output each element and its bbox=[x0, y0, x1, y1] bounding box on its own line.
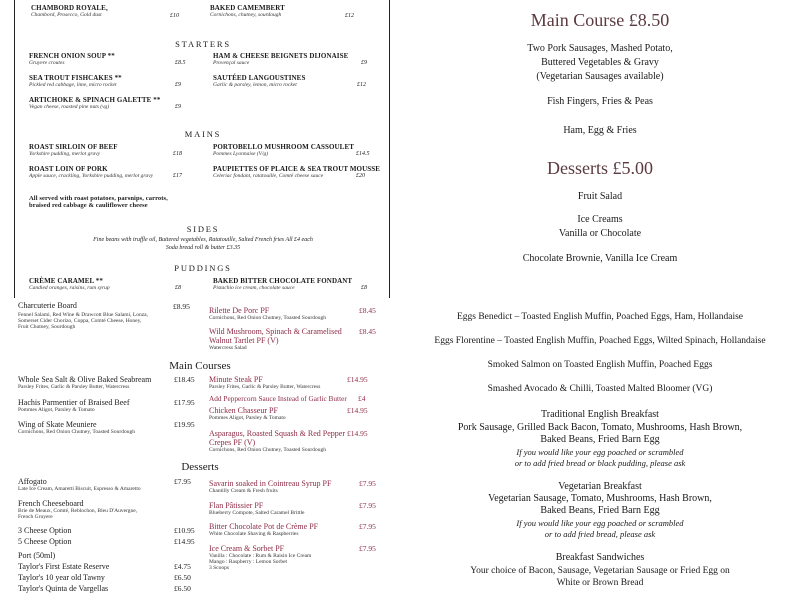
menu-item bbox=[213, 277, 352, 291]
item-name: ROAST LOIN OF PORK bbox=[29, 165, 108, 173]
main-course-line: Two Pork Sausages, Mashed Potato, bbox=[527, 43, 673, 54]
item-price: £14.95 bbox=[347, 429, 368, 438]
item-name: SEA TROUT FISHCAKES ** bbox=[29, 74, 122, 82]
menu-item bbox=[213, 52, 348, 66]
item-name: BAKED BITTER CHOCOLATE FONDANT bbox=[213, 277, 353, 285]
port-title: Port (50ml) bbox=[18, 551, 56, 560]
item-price: £9 bbox=[361, 60, 367, 66]
item-desc: Chantilly Cream & Fresh fruits bbox=[209, 488, 278, 494]
item-desc: Provençal sauce bbox=[213, 60, 250, 66]
veg-breakfast-line: Baked Beans, Fried Barn Egg bbox=[540, 505, 660, 516]
item-name: FRENCH ONION SOUP ** bbox=[29, 52, 115, 60]
sandwiches-line: White or Brown Bread bbox=[556, 578, 644, 588]
item-price: £9 bbox=[175, 82, 181, 88]
item-desc: Late Ice Cream, Amaretti Biscuit, Espresso & Amaretto bbox=[18, 486, 141, 492]
item-price: £7.95 bbox=[359, 544, 376, 553]
option-name: 5 Cheese Option bbox=[18, 537, 72, 546]
item-price: £9 bbox=[175, 104, 181, 110]
item-price: £7.95 bbox=[174, 477, 191, 486]
item-price: £17 bbox=[173, 173, 182, 179]
trad-breakfast-note: If you would like your egg poached or scrambled bbox=[516, 447, 684, 457]
item-price: £6.50 bbox=[174, 573, 191, 582]
veg-breakfast-title: Vegetarian Breakfast bbox=[558, 481, 642, 492]
item-price: £12 bbox=[357, 82, 366, 88]
item-name: Affogato bbox=[18, 477, 47, 486]
menu-item bbox=[18, 420, 135, 435]
item-price: £8.45 bbox=[359, 327, 376, 336]
menu-item bbox=[209, 429, 345, 453]
dessert-line: Ice Creams bbox=[577, 214, 623, 225]
item-price: £18 bbox=[173, 151, 182, 157]
menu-item bbox=[209, 406, 286, 421]
item-price: £7.95 bbox=[359, 522, 376, 531]
item-desc: White Chocolate Shaving & Raspberries bbox=[209, 531, 299, 537]
desserts-heading: Desserts £5.00 bbox=[547, 158, 653, 178]
item-desc: Fruit Chutney, Sourdough bbox=[18, 324, 76, 330]
item-desc: Pommes Aligot, Parsley & Tomato bbox=[209, 415, 286, 421]
item-name: Flan Pâtissier PF bbox=[209, 501, 264, 510]
note-line: braised red cabbage & cauliflower cheese bbox=[29, 202, 148, 209]
item-name: Wing of Skate Meuniere bbox=[18, 420, 97, 429]
item-name: Savarin soaked in Cointreau Syrup PF bbox=[209, 479, 332, 488]
item-name: SAUTÉED LANGOUSTINES bbox=[213, 74, 306, 82]
item-price: £20 bbox=[356, 173, 365, 179]
item-price: £8 bbox=[175, 285, 181, 291]
menu-line-fish-fingers: Fish Fingers, Fries & Peas bbox=[547, 96, 653, 107]
main-course-line: Buttered Vegetables & Gravy bbox=[541, 57, 659, 68]
dessert-line: Vanilla or Chocolate bbox=[558, 228, 642, 239]
item-desc: Pistachio ice cream, chocolate sauce bbox=[213, 285, 295, 291]
section-title-starters: STARTERS bbox=[175, 39, 231, 49]
breakfast-eggs-florentine: Eggs Florentine – Toasted English Muffin, Poached Eggs, Wilted Spinach, Hollandaise bbox=[434, 336, 766, 346]
item-desc: Somerset Cider Chorizo, Coppa, Comté Cheese, Honey, bbox=[18, 318, 142, 324]
item-price: £14.95 bbox=[174, 537, 195, 546]
menu-item bbox=[209, 394, 347, 403]
item-name: Asparagus, Roasted Squash & Red Pepper bbox=[209, 429, 345, 438]
item-price: £18.45 bbox=[174, 375, 195, 384]
main-course-line: (Vegetarian Sausages available) bbox=[536, 71, 664, 82]
item-name: Crepes PF (V) bbox=[209, 438, 256, 447]
menu-item-camembert bbox=[210, 4, 285, 18]
menu-item bbox=[18, 398, 130, 413]
section-title-puddings: PUDDINGS bbox=[174, 263, 232, 273]
item-name: PAUPIETTES OF PLAICE & SEA TROUT MOUSSE bbox=[213, 165, 381, 173]
item-desc: Cornichons, Red Onion Chutney, Toasted Sourdough bbox=[209, 447, 326, 453]
port-item: Taylor's Quinta de Vargellas bbox=[18, 584, 109, 593]
item-price: £7.95 bbox=[359, 479, 376, 488]
menu-item bbox=[29, 277, 110, 291]
item-desc: Blueberry Compote, Salted Caramel Brittle bbox=[209, 510, 305, 516]
item-name: Ice Cream & Sorbet PF bbox=[209, 544, 285, 553]
menu-line-ham-egg: Ham, Egg & Fries bbox=[563, 125, 637, 136]
veg-breakfast-note: If you would like your egg poached or scrambled bbox=[516, 518, 684, 528]
menu-item-charcuterie bbox=[18, 301, 148, 330]
item-price: £10.95 bbox=[174, 526, 195, 535]
item-price: £8 bbox=[361, 285, 367, 291]
item-price: £4.75 bbox=[174, 562, 191, 571]
menu-item bbox=[29, 96, 161, 110]
menu-item bbox=[209, 544, 311, 571]
item-price: £14.95 bbox=[347, 375, 368, 384]
menu-item bbox=[29, 52, 115, 66]
item-desc: Pommes Lyonnaise (V/g) bbox=[213, 151, 269, 157]
item-desc: Vanilla : Chocolate : Rum & Raisin Ice Cream bbox=[209, 553, 312, 559]
item-desc: Celeriac fondant, ratatouille, Comté cheese sauce bbox=[213, 173, 324, 179]
item-desc: Gruyere croutes bbox=[29, 60, 65, 66]
trad-breakfast-line: Baked Beans, Fried Barn Egg bbox=[540, 434, 660, 445]
sunday-menu-panel bbox=[14, 0, 390, 300]
menu-item bbox=[213, 165, 380, 179]
item-name: Minute Steak PF bbox=[209, 375, 263, 384]
section-title-main-courses: Main Courses bbox=[169, 360, 231, 372]
menu-item bbox=[209, 479, 331, 494]
item-desc: Mango : Raspberry : Lemon Sorbet bbox=[209, 559, 288, 565]
section-title-mains: MAINS bbox=[184, 129, 222, 139]
item-desc: Pickled red cabbage, lime, micro rocket bbox=[29, 82, 117, 88]
sides-line: Soda bread roll & butter £3.35 bbox=[165, 245, 241, 251]
item-price: £14.95 bbox=[347, 406, 368, 415]
trad-breakfast-title: Traditional English Breakfast bbox=[541, 409, 659, 420]
section-title-sides: SIDES bbox=[186, 224, 220, 234]
menu-item-chambord bbox=[31, 0, 108, 18]
menu-item-cheeseboard bbox=[18, 499, 137, 520]
item-price: £4 bbox=[358, 394, 366, 403]
note-line: All served with roast potatoes, parsnips, carrots, bbox=[29, 195, 168, 202]
item-desc: Vegan cheese, roasted pine nuts (vg) bbox=[29, 104, 110, 110]
item-price: £14.5 bbox=[356, 151, 370, 157]
item-price: £12 bbox=[345, 13, 354, 19]
item-desc: Cornichons, chutney, sourdough bbox=[210, 12, 282, 18]
item-desc: Parsley Frites, Garlic & Parsley Butter, Watercress bbox=[18, 384, 130, 390]
item-desc: Garlic & parsley, lemon, micro rocket bbox=[213, 82, 297, 88]
section-title-desserts: Desserts bbox=[181, 461, 219, 473]
item-name: CHAMBORD ROYALE, bbox=[31, 4, 108, 12]
item-name: Add Peppercorn Sauce Instead of Garlic Butter bbox=[209, 394, 347, 403]
item-name: Whole Sea Salt & Olive Baked Seabream bbox=[18, 375, 152, 384]
menu-item-tartlet bbox=[209, 327, 342, 351]
sides-line: Fine beans with truffle oil, Buttered vegetables, Ratatouille, Salted French fries All £4 each bbox=[93, 237, 313, 243]
item-name: French Cheeseboard bbox=[18, 499, 84, 508]
mains-note bbox=[29, 195, 168, 209]
menu-item bbox=[213, 143, 354, 157]
dessert-line: Chocolate Brownie, Vanilla Ice Cream bbox=[522, 253, 678, 264]
item-name: PORTOBELLO MUSHROOM CASSOULET bbox=[213, 143, 354, 151]
item-name: ROAST SIRLOIN OF BEEF bbox=[29, 143, 118, 151]
item-name: Rilette De Porc PF bbox=[209, 306, 270, 315]
item-price: £8.45 bbox=[359, 306, 376, 315]
menu-item bbox=[209, 501, 304, 516]
item-desc: Apple sauce, crackling, Yorkshire pudding, merlot gravy bbox=[29, 173, 154, 179]
item-desc: Yorkshire pudding, merlot gravy bbox=[29, 151, 101, 157]
veg-breakfast-note: or to add fried bread, please ask bbox=[544, 529, 656, 539]
item-desc: Fennel Salami, Red Wine & Drawcott Blue Salami, Lonza, bbox=[18, 312, 148, 318]
item-name: BAKED CAMEMBERT bbox=[210, 4, 285, 12]
item-price: £17.95 bbox=[174, 398, 195, 407]
item-name: Walnut Tartlet PF (V) bbox=[209, 336, 279, 345]
item-desc: Cornichons, Red Onion Chutney, Toasted Sourdough bbox=[18, 429, 135, 435]
menu-item bbox=[29, 165, 153, 179]
item-desc: Chambord, Prosecco, Gold dust bbox=[31, 12, 102, 18]
item-desc: French Gruyere bbox=[18, 514, 53, 520]
item-desc: Parsley Frites, Garlic & Parsley Butter, Watercress bbox=[209, 384, 321, 390]
item-price: £10 bbox=[170, 13, 179, 19]
item-price: £19.95 bbox=[174, 420, 195, 429]
dessert-line: Fruit Salad bbox=[577, 191, 623, 202]
item-name: Bitter Chocolate Pot de Crème PF bbox=[209, 522, 319, 531]
item-name: CRÈME CARAMEL ** bbox=[29, 277, 103, 285]
breakfast-smoked-salmon: Smoked Salmon on Toasted English Muffin, Poached Eggs bbox=[487, 360, 713, 370]
item-desc: 3 Scoops bbox=[209, 565, 230, 571]
item-price: £8.95 bbox=[173, 302, 190, 311]
menu-item-rilette bbox=[209, 306, 326, 321]
port-item: Taylor's First Estate Reserve bbox=[18, 562, 110, 571]
option-name: 3 Cheese Option bbox=[18, 526, 72, 535]
menu-item bbox=[209, 522, 318, 537]
item-name: HAM & CHEESE BEIGNETS DIJONAISE bbox=[213, 52, 349, 60]
item-price: £7.95 bbox=[359, 501, 376, 510]
item-desc: Brie de Meaux, Comté, Reblochon, Bleu D'Auvergne, bbox=[18, 508, 138, 514]
item-desc: Watercress Salad bbox=[209, 345, 247, 351]
main-course-heading: Main Course £8.50 bbox=[530, 10, 670, 30]
item-price: £6.50 bbox=[174, 584, 191, 593]
item-desc: Cornichons, Red Onion Chutney, Toasted Sourdough bbox=[209, 315, 326, 321]
sandwiches-title: Breakfast Sandwiches bbox=[555, 552, 645, 563]
item-name: Chicken Chasseur PF bbox=[209, 406, 278, 415]
item-name: Wild Mushroom, Spinach & Caramelised bbox=[209, 327, 342, 336]
menu-item bbox=[209, 375, 320, 390]
veg-breakfast-line: Vegetarian Sausage, Tomato, Mushrooms, Hash Brown, bbox=[488, 493, 712, 504]
menu-item bbox=[18, 375, 151, 390]
menu-item bbox=[29, 143, 118, 157]
breakfast-eggs-benedict: Eggs Benedict – Toasted English Muffin, Poached Eggs, Ham, Hollandaise bbox=[456, 312, 744, 322]
menu-item-affogato bbox=[18, 477, 141, 492]
breakfast-smashed-avocado: Smashed Avocado & Chilli, Toasted Malted Bloomer (VG) bbox=[487, 384, 713, 394]
item-name: Charcuterie Board bbox=[18, 301, 77, 310]
item-name: Hachis Parmentier of Braised Beef bbox=[18, 398, 130, 407]
item-desc: Pommes Aligot, Parsley & Tomato bbox=[18, 407, 95, 413]
trad-breakfast-note: or to add fried bread or black pudding, please ask bbox=[514, 458, 686, 468]
menu-item bbox=[213, 74, 305, 88]
item-desc: Candied oranges, raisins, rum syrup bbox=[29, 285, 110, 291]
menu-item bbox=[29, 74, 122, 88]
sandwiches-line: Your choice of Bacon, Sausage, Vegetarian Sausage or Fried Egg on bbox=[470, 566, 730, 576]
trad-breakfast-line: Pork Sausage, Grilled Back Bacon, Tomato, Mushrooms, Hash Brown, bbox=[457, 422, 743, 433]
item-price: £8.5 bbox=[175, 60, 186, 66]
port-item: Taylor's 10 year old Tawny bbox=[18, 573, 105, 582]
item-name: ARTICHOKE & SPINACH GALETTE ** bbox=[29, 96, 161, 104]
a-la-carte-panel bbox=[8, 298, 392, 600]
